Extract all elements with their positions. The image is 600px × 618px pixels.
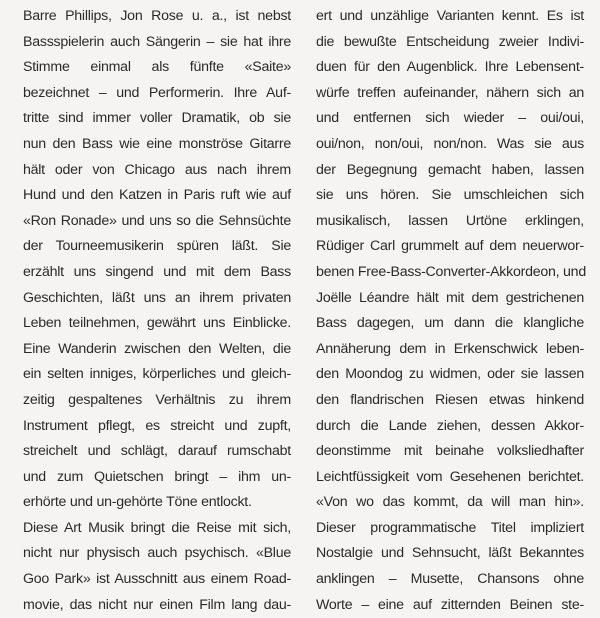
text-line: Nostalgie und Sehnsucht, läßt Bekanntes [316, 545, 584, 562]
text-column-left [23, 4, 291, 618]
text-line: «Von wo das kommt, da will man hin». [316, 494, 584, 511]
text-line: Bass dagegen, um dann die klangliche [316, 315, 584, 332]
text-line: anklingen – Musette, Chansons ohne [316, 571, 584, 588]
text-line: Diese Art Musik bringt die Reise mit sich, [23, 519, 291, 536]
text-line: sie uns hören. Sie umschleichen sich [316, 187, 584, 204]
text-line: nicht nur physisch auch psychisch. «Blue [23, 545, 291, 562]
text-line: der Tourneemusikerin spüren läßt. Sie [23, 238, 291, 255]
text-line: movie, das nicht nur einen Film lang dau- [23, 596, 291, 613]
text-line: benen Free-Bass-Converter-Akkordeon, und [316, 263, 586, 280]
text-column-right [316, 4, 584, 618]
text-line: duen für den Augenblick. Ihre Lebensent- [316, 59, 584, 76]
text-line: nun den Bass wie eine monströse Gitarre [23, 135, 291, 152]
text-line: den Moondog zu widmen, oder sie lassen [316, 366, 584, 383]
text-line: Dieser programmatische Titel impliziert [316, 519, 584, 536]
text-line: und entfernen sich wieder – oui/oui, [316, 110, 584, 127]
text-line: Leichtfüssigkeit vom Gesehenen berichtet. [316, 468, 584, 485]
text-line: Stimme einmal als fünfte «Saite» [23, 59, 291, 76]
text-line: erzählt uns singend und mit dem Bass [23, 263, 291, 280]
text-line: Leben teilnehmen, gewährt uns Einblicke. [23, 315, 291, 332]
text-line: hält oder von Chicago aus nach ihrem [23, 161, 291, 178]
text-line: deonstimme mit beinahe volksliedhafter [316, 443, 584, 460]
text-line: und zum Quietschen bringt – ihm un- [23, 468, 291, 485]
text-line: Goo Park» ist Ausschnitt aus einem Road- [23, 571, 291, 588]
text-line: Hund und den Katzen in Paris ruft wie auf [23, 187, 291, 204]
text-line: Rüdiger Carl grummelt auf dem neuerwor- [316, 238, 584, 255]
text-line: den flandrischen Riesen etwas hinkend [316, 391, 584, 408]
text-line: streichelt und schlägt, darauf rumschabt [23, 443, 291, 460]
text-line: ein selten inniges, körperliches und gleich- [23, 366, 291, 383]
text-line: bezeichnet – und Performerin. Ihre Auf- [23, 84, 291, 101]
text-line: würfe treffen aufeinander, nähern sich an [316, 84, 584, 101]
text-line: erhörte und un-gehörte Töne entlockt. [23, 494, 252, 511]
text-line: der Begegnung gemacht haben, lassen [316, 161, 584, 178]
text-line: zeitig gespaltenes Verhältnis zu ihrem [23, 391, 291, 408]
text-line: «Ron Ronade» und uns so die Sehnsüchte [23, 212, 291, 229]
text-line: die bewußte Entscheidung zweier Indivi- [316, 33, 584, 50]
text-line: Annäherung dem in Erkenschwick leben- [316, 340, 584, 357]
text-line: Bassspielerin auch Sängerin – sie hat ihre [23, 33, 291, 50]
text-line: Eine Wanderin zwischen den Welten, die [23, 340, 291, 357]
text-line: musikalisch, lassen Urtöne erklingen, [316, 212, 584, 229]
text-line: oui/non, non/oui, non/non. Was sie aus [316, 135, 584, 152]
text-line: Worte – eine auf zitternden Beinen ste- [316, 596, 584, 613]
text-line: tritte sind immer voller Dramatik, ob sie [23, 110, 291, 127]
text-line: durch die Lande ziehen, dessen Akkor- [316, 417, 584, 434]
text-line: Barre Phillips, Jon Rose u. a., ist nebst [23, 8, 291, 24]
text-line: Instrument pflegt, es streicht und zupft, [23, 417, 291, 434]
text-line: Joëlle Léandre hält mit dem gestrichenen [316, 289, 584, 306]
text-line: Geschichten, läßt uns an ihrem privaten [23, 289, 291, 306]
text-line: ert und unzählige Varianten kennt. Es ist [316, 8, 584, 24]
